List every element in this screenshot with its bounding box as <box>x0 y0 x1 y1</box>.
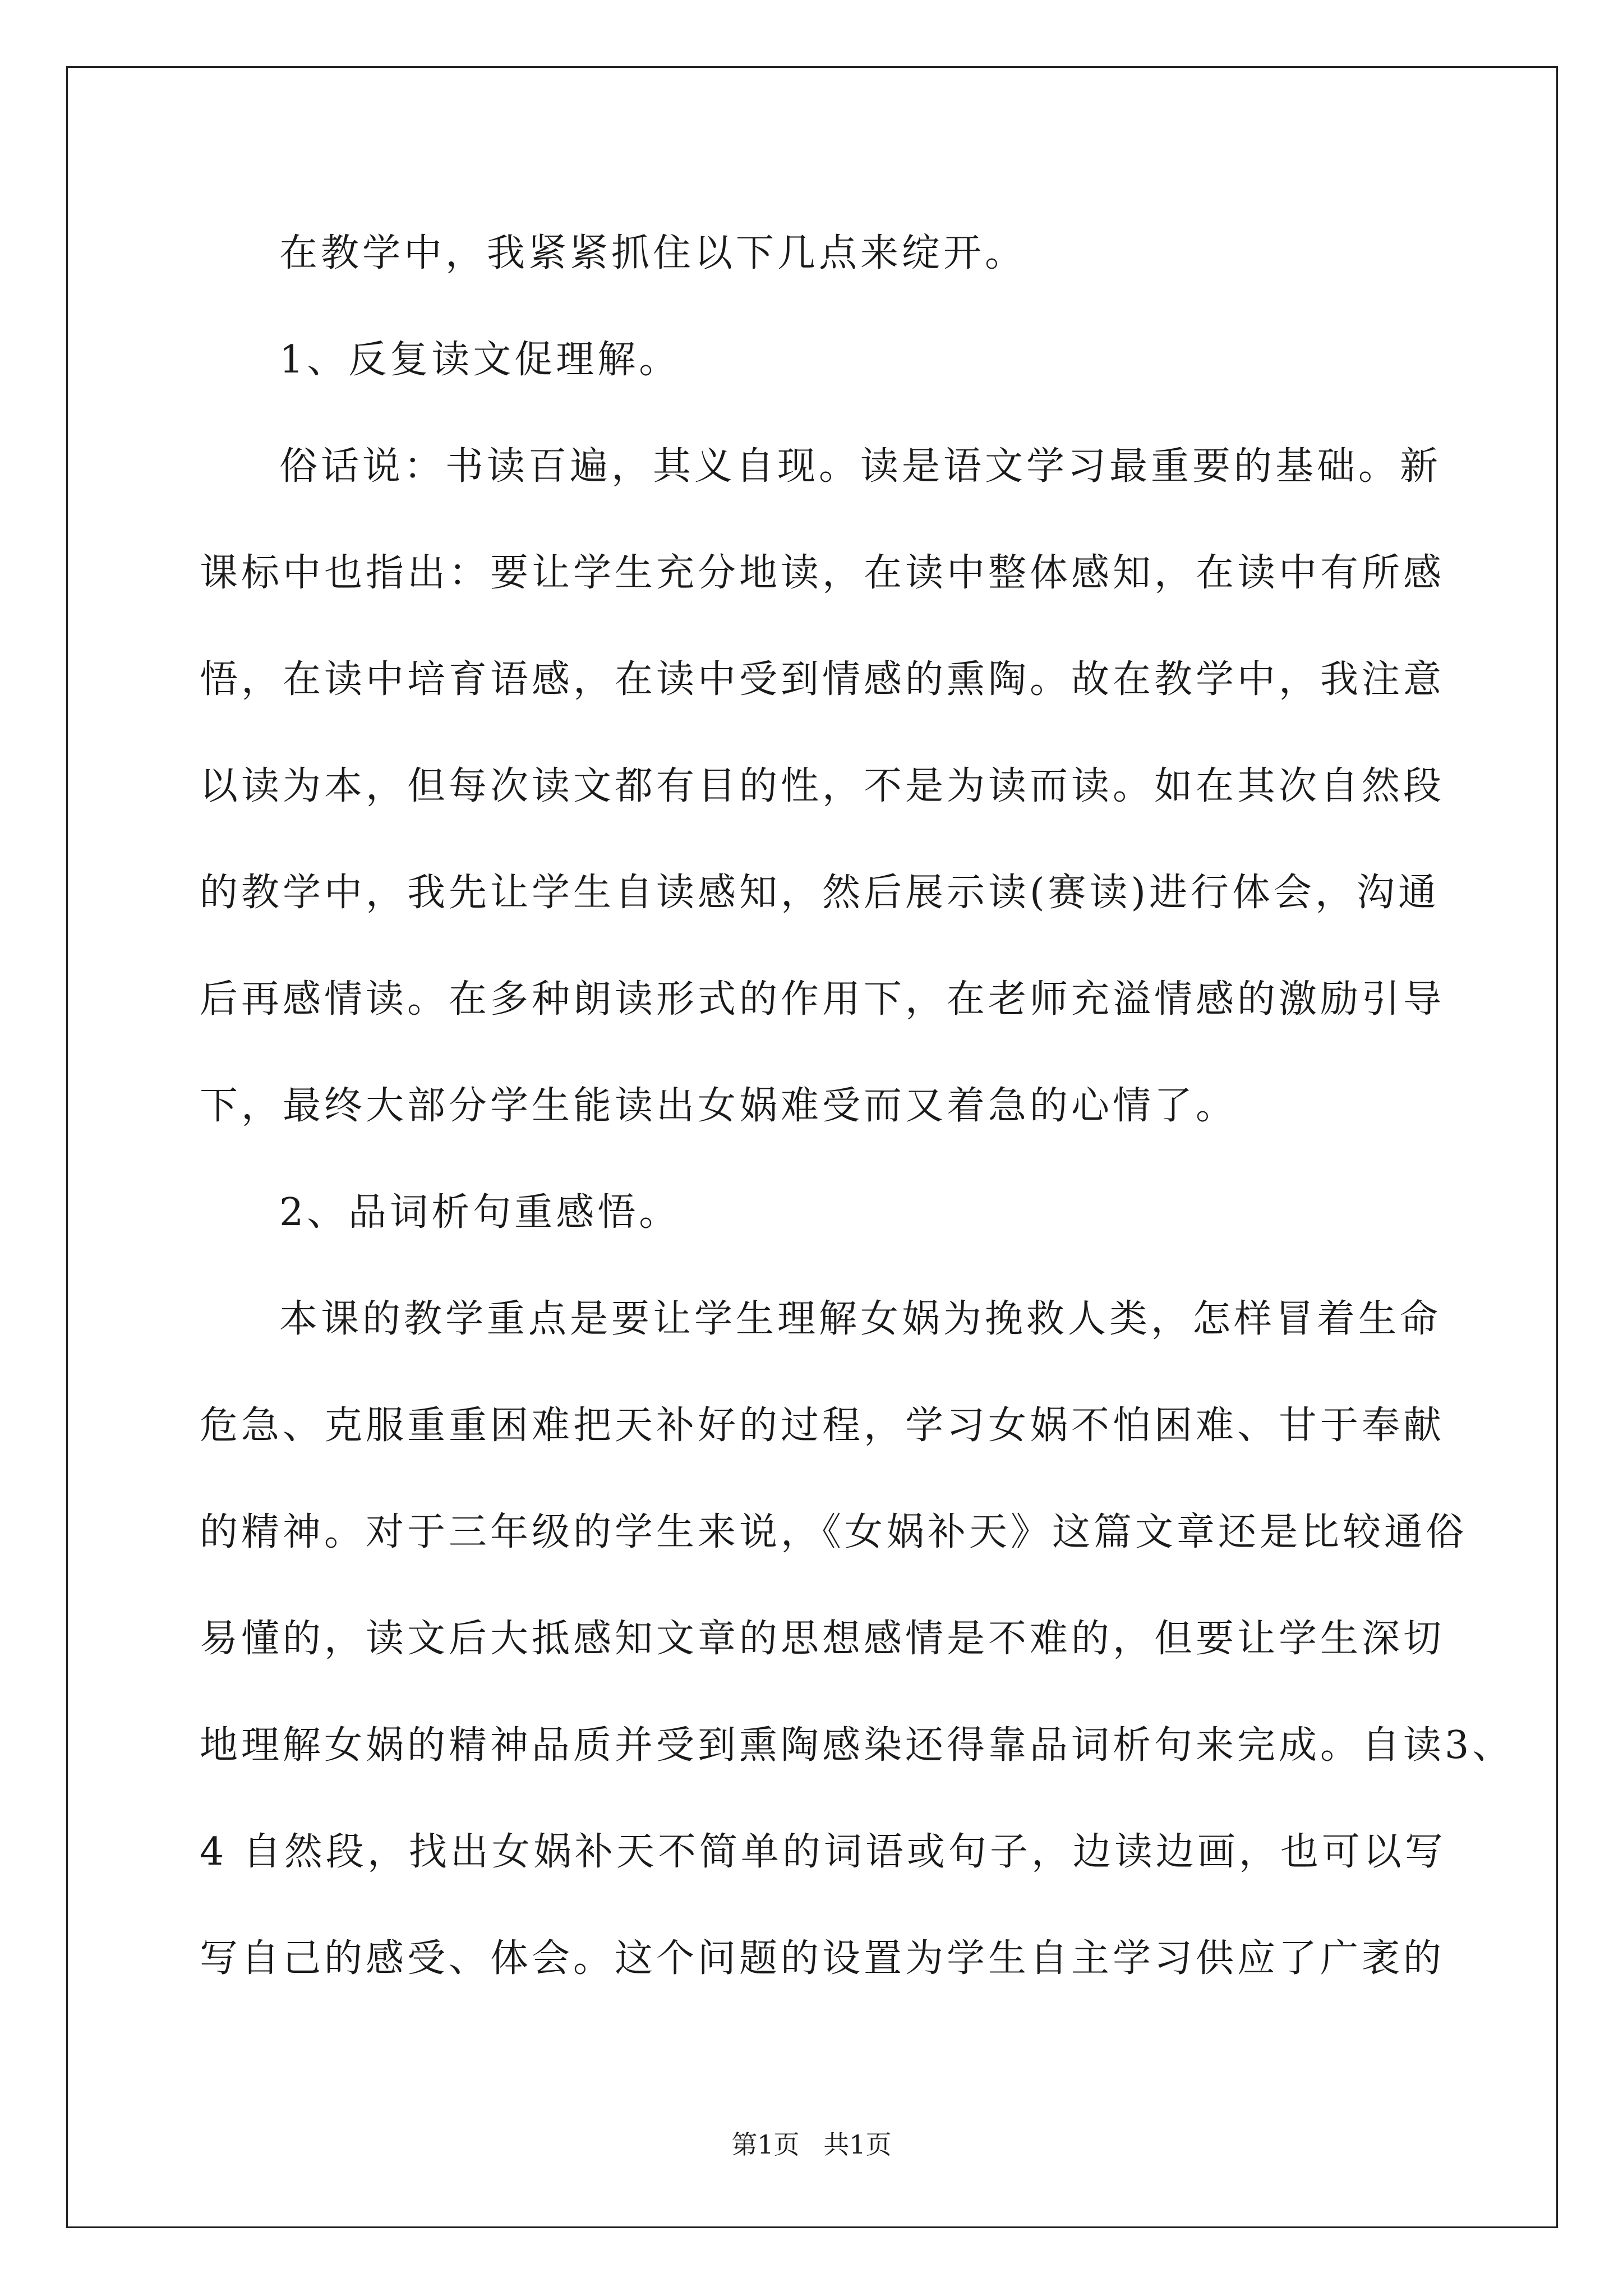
heading-line: 2、品词析句重感悟。 <box>279 1190 681 1235</box>
page-number: 第1页 <box>731 2129 800 2160</box>
paragraph-line: 在教学中，我紧紧抓住以下几点来绽开。 <box>279 231 1027 275</box>
page-total: 共1页 <box>823 2129 892 2160</box>
page-footer <box>0 2124 1623 2161</box>
paragraph-line: 地理解女娲的精神品质并受到熏陶感染还得靠品词析句来完成。自读3、 <box>200 1723 1514 1768</box>
paragraph-line: 俗话说：书读百遍，其义自现。读是语文学习最重要的基础。新 <box>279 444 1442 489</box>
paragraph-line: 危急、克服重重困难把天补好的过程，学习女娲不怕困难、甘于奉献 <box>200 1404 1445 1448</box>
heading-line: 1、反复读文促理解。 <box>279 338 681 382</box>
paragraph-line: 本课的教学重点是要让学生理解女娲为挽救人类，怎样冒着生命 <box>279 1297 1442 1341</box>
paragraph-line: 写自己的感受、体会。这个问题的设置为学生自主学习供应了广袤的 <box>200 1936 1445 1981</box>
paragraph-line: 以读为本，但每次读文都有目的性，不是为读而读。如在其次自然段 <box>200 764 1445 808</box>
paragraph-line: 的精神。对于三年级的学生来说，《女娲补天》这篇文章还是比较通俗 <box>200 1510 1468 1554</box>
page-border <box>66 66 1558 2228</box>
paragraph-line: 后再感情读。在多种朗读形式的作用下，在老师充溢情感的激励引导 <box>200 977 1445 1022</box>
paragraph-line: 4 自然段，找出女娲补天不简单的词语或句子，边读边画，也可以写 <box>200 1830 1446 1874</box>
paragraph-line: 的教学中，我先让学生自读感知，然后展示读(赛读)进行体会，沟通 <box>200 871 1440 915</box>
paragraph-line: 易懂的，读文后大抵感知文章的思想感情是不难的，但要让学生深切 <box>200 1617 1445 1661</box>
paragraph-line: 悟，在读中培育语感，在读中受到情感的熏陶。故在教学中，我注意 <box>200 657 1445 702</box>
paragraph-line: 下，最终大部分学生能读出女娲难受而又着急的心情了。 <box>200 1084 1238 1128</box>
paragraph-line: 课标中也指出：要让学生充分地读，在读中整体感知，在读中有所感 <box>200 551 1445 595</box>
